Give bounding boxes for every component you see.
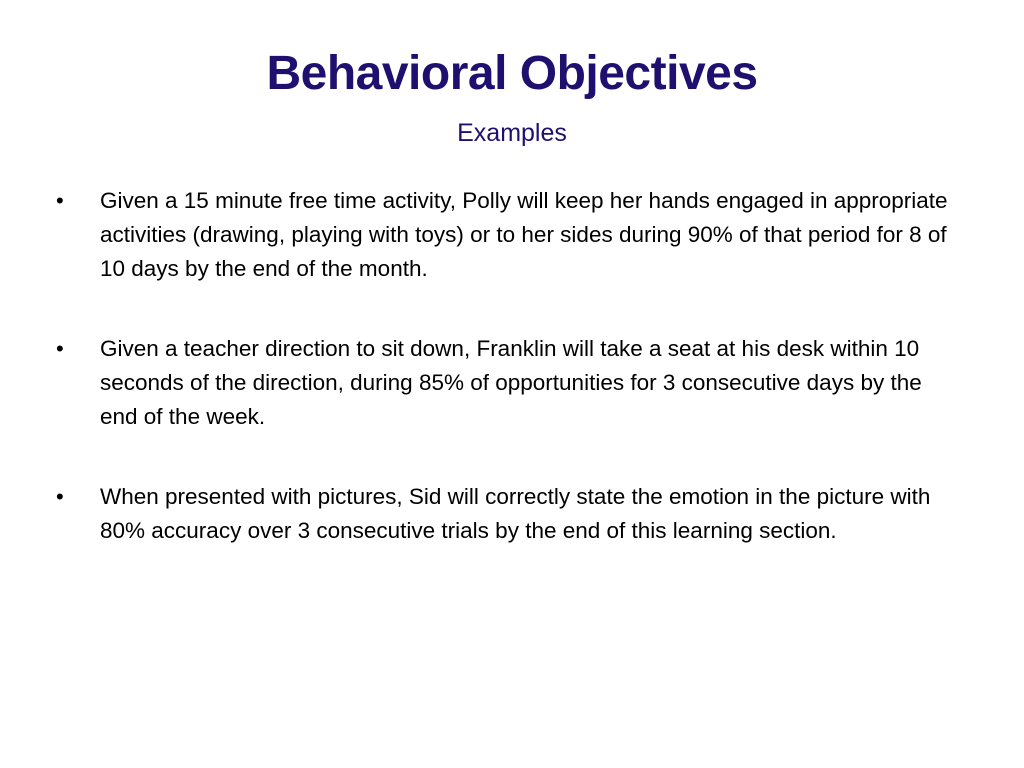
slide-subtitle: Examples — [457, 119, 567, 147]
bullet-icon: • — [56, 484, 64, 509]
bullet-text: Given a 15 minute free time activity, Polly will keep her hands engaged in appropriate activities (drawing, playing with toys) or to her sides during 90% of that period for 8 of 10 days by the end of the month. — [100, 188, 948, 281]
bullet-item — [56, 332, 956, 434]
bullet-list — [56, 184, 956, 548]
bullet-item — [56, 480, 956, 548]
bullet-text: Given a teacher direction to sit down, Franklin will take a seat at his desk within 10 seconds of the direction, during 85% of opportunities for 3 consecutive days by the end of the week. — [100, 336, 922, 429]
bullet-icon: • — [56, 188, 64, 213]
slide-title: Behavioral Objectives — [266, 47, 758, 100]
bullet-icon: • — [56, 336, 64, 361]
bullet-item — [56, 184, 956, 286]
bullet-text: When presented with pictures, Sid will correctly state the emotion in the picture with 80% accuracy over 3 consecutive trials by the end of this learning section. — [100, 484, 931, 543]
